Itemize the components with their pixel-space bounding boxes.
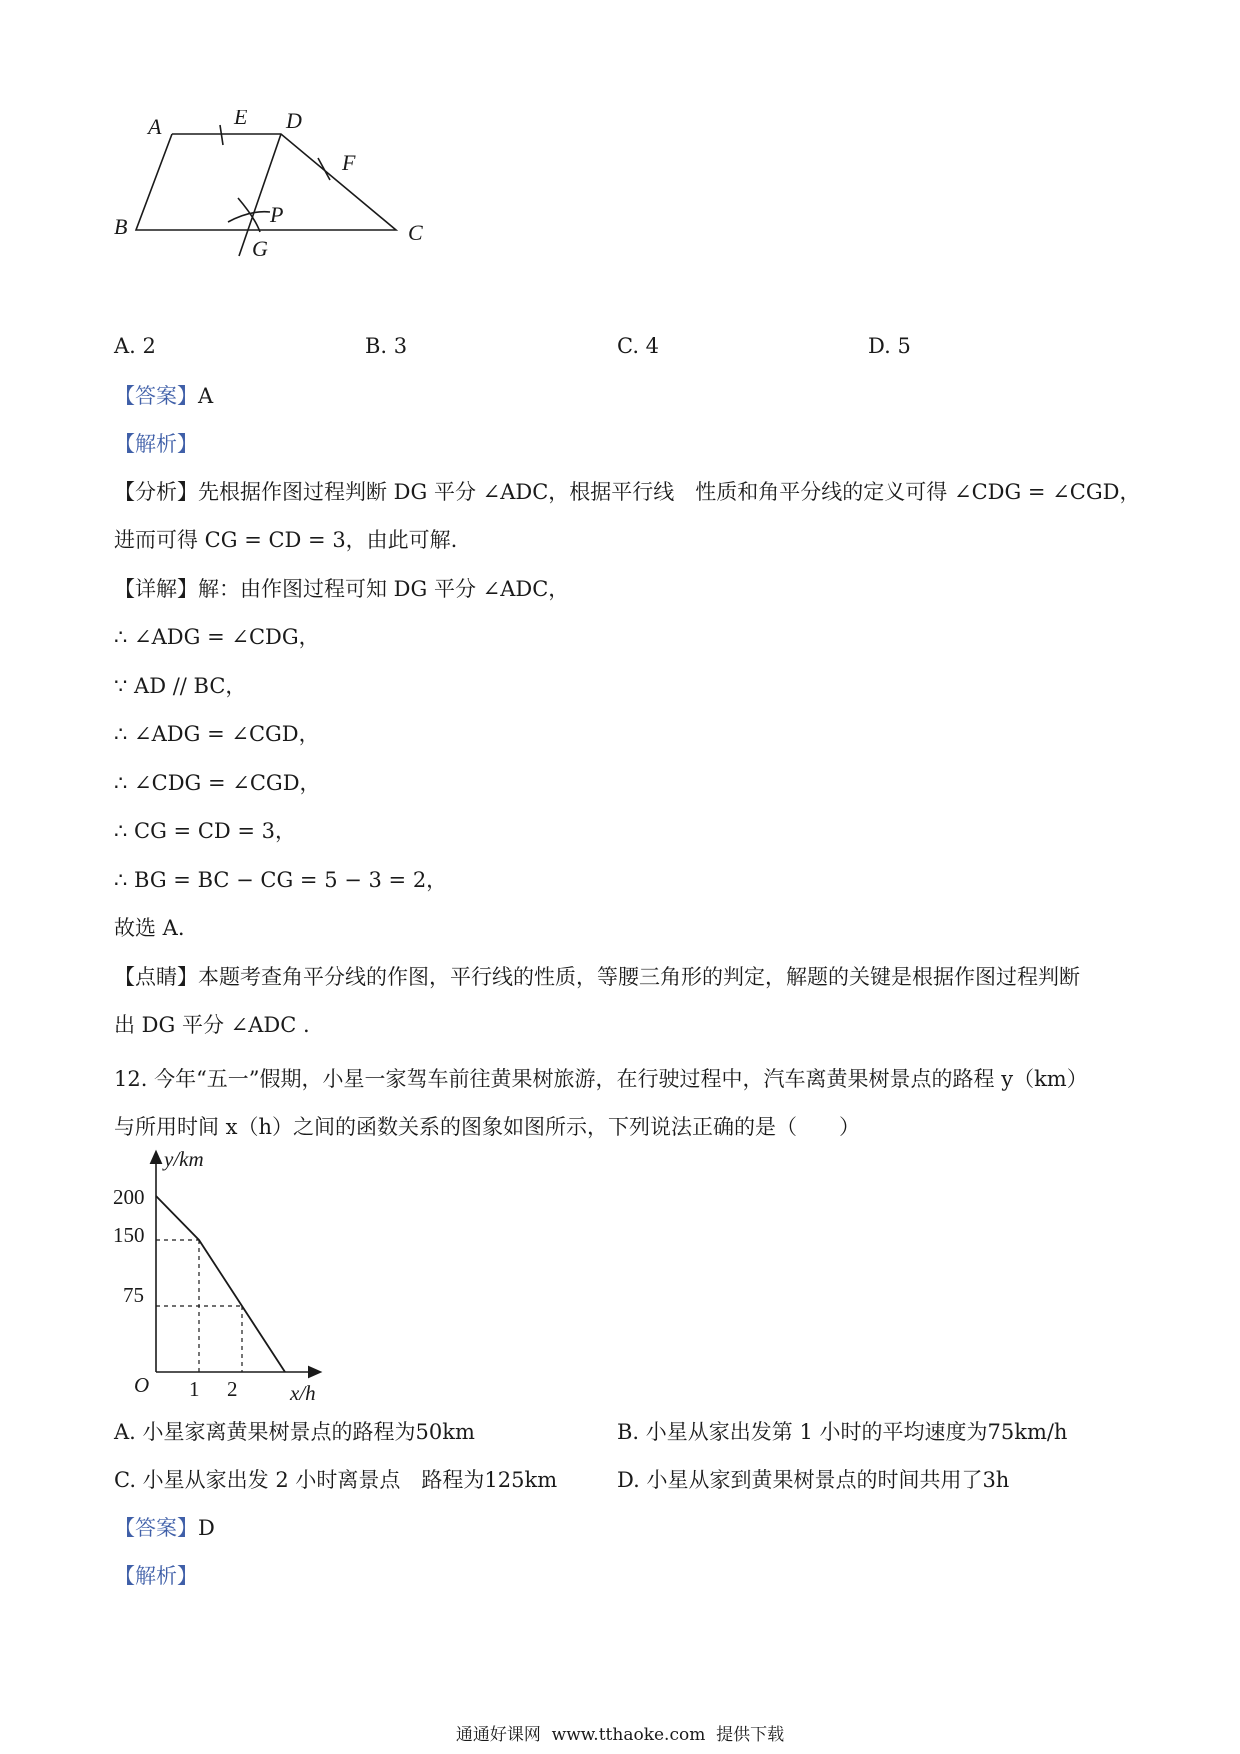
q11-conclusion: 故选 A. [114,916,185,940]
proof-step: ∴ ∠CDG = ∠CGD， [114,771,321,795]
dianjing-line1: 本题考查角平分线的作图，平行线的性质，等腰三角形的判定，解题的关键是根据作图过程判断 [198,965,1080,989]
x-tick-label: 1 [189,1377,200,1401]
label-f: F [342,150,356,175]
q12-choice-a: A. 小星家离黄果树景点的路程为50km [114,1420,475,1444]
q12-choice-c: C. 小星从家出发 2 小时离景点 路程为125km [114,1468,558,1492]
xiangjie-line: 解：由作图过程可知 DG 平分 ∠ADC， [198,577,570,601]
answer-value: A [198,384,214,408]
label-g: G [252,236,268,261]
q11-fenxi-line2: 进而可得 CG = CD = 3，由此可解. [114,528,458,552]
q12-jiexi-tag: 【解析】 [114,1564,198,1588]
proof-step: ∴ ∠ADG = ∠CGD， [114,722,320,746]
answer-tag: 【答案】 [114,384,198,408]
series-line [156,1196,285,1372]
page-footer: 通通好课网 www.tthaoke.com 提供下载 [455,1725,785,1745]
label-c: C [408,220,423,245]
q11-choice-c: C. 4 [617,334,660,358]
answer-value: D [198,1516,215,1540]
q11-dianjing-line2: 出 DG 平分 ∠ADC . [114,1013,310,1037]
proof-step: ∴ CG = CD = 3， [114,819,297,843]
xiangjie-tag: 【详解】 [114,577,198,601]
fenxi-line1: 先根据作图过程判断 DG 平分 ∠ADC，根据平行线 性质和角平分线的定义可得 ∠CDG = ∠CGD， [198,480,1141,504]
y-tick-label: 200 [113,1185,145,1209]
label-a: A [148,114,162,139]
q11-choice-d: D. 5 [868,334,911,358]
q12-choice-d: D. 小星从家到黄果树景点的时间共用了3h [617,1468,1010,1492]
y-axis-label: y/km [164,1148,204,1171]
trapezoid-outline [136,134,396,230]
origin-label: O [134,1373,150,1397]
q11-dianjing [114,963,1080,991]
q11-xiangjie [114,575,569,603]
dianjing-tag: 【点睛】 [114,965,198,989]
q11-choice-a: A. 2 [114,334,156,358]
answer-tag: 【答案】 [114,1516,198,1540]
x-tick-label: 2 [227,1377,238,1401]
q12-stem-line2: 与所用时间 x（h）之间的函数关系的图象如图所示，下列说法正确的是（ ） [114,1115,861,1139]
y-tick-label: 150 [113,1223,145,1247]
q11-choice-b: B. 3 [365,334,408,358]
y-tick-label: 75 [123,1283,144,1307]
q12-answer [114,1514,215,1542]
geometry-figure [110,110,490,300]
label-b: B [114,214,128,239]
label-d: D [286,110,302,133]
label-e: E [234,110,248,129]
q11-fenxi [114,478,1140,506]
label-p: P [270,202,284,227]
proof-step: ∴ BG = BC − CG = 5 − 3 = 2， [114,868,448,892]
fenxi-tag: 【分析】 [114,480,198,504]
arc-mark-e [220,125,223,145]
arc-mark-f [318,158,330,180]
q12-stem-line1: 12. 今年“五一”假期，小星一家驾车前往黄果树旅游，在行驶过程中，汽车离黄果树景点的路程 y（km） [114,1067,1088,1091]
x-axis-label: x/h [290,1381,316,1405]
proof-step: ∴ ∠ADG = ∠CDG， [114,625,320,649]
q12-choice-b: B. 小星从家出发第 1 小时的平均速度为75km/h [617,1420,1068,1444]
q11-jiexi-tag: 【解析】 [114,432,198,456]
q11-answer [114,382,213,410]
distance-time-graph [108,1148,338,1408]
proof-step: ∵ AD // BC， [114,674,247,698]
